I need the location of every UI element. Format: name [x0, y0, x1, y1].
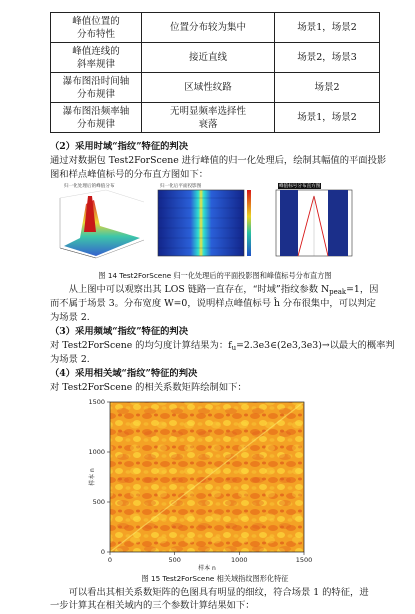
table-row [51, 43, 380, 73]
y-tick-label: 500 [92, 498, 105, 506]
panel-title: 归一化处理后的峰值分布 [64, 184, 115, 189]
body-text: 对 Test2ForScene 的相关系数矩阵绘制如下： [50, 382, 247, 393]
heatmap-area [110, 402, 304, 552]
figure-14-panels [50, 186, 380, 270]
y-tick-label: 0 [100, 548, 105, 556]
body-text: 而不属于场景 3。分布宽度 W=0，说明样点峰值标号 ĥ 分布很集中，可以判定 [50, 298, 376, 309]
table-cell-feature: 峰值位置的 分布特性 [51, 13, 142, 43]
table-cell-scene: 场景1，场景2 [275, 13, 380, 43]
projection-heatmap [158, 190, 251, 256]
table-row [51, 103, 380, 133]
body-text: 一步计算其在相关域内的三个参数计算结果如下： [50, 600, 255, 611]
table-cell-rule: 区域性纹路 [142, 73, 275, 103]
table-cell-scene: 场景1，场景2 [275, 103, 380, 133]
table-row [51, 73, 380, 103]
table-cell-rule: 无明显频率选择性 衰落 [142, 103, 275, 133]
body-text: 通过对数据包 Test2ForScene 进行峰值的归一化处理后，绘制其幅值的平面投影 [50, 155, 387, 166]
table-cell-scene: 场景2 [275, 73, 380, 103]
body-text: 对 Test2ForScene 的均匀度计算结果为：$f_u=2.3e3\in(2e3,3e3)\to$以最大的概率判 [50, 340, 395, 352]
x-axis-label: 样本 n [198, 565, 216, 572]
table-cell-feature: 瀑布图沿时间轴 分布规律 [51, 73, 142, 103]
x-tick-label: 0 [107, 556, 113, 564]
waterfall-3d-plot [52, 190, 144, 258]
body-text: 为场景 2. [50, 312, 90, 323]
figure-15-caption: 图 15 Test2ForScene 相关域指纹图形化特征 [141, 574, 289, 583]
section-heading: （2）采用时域“指纹”特征的判决 [50, 141, 189, 152]
x-tick-label: 1500 [295, 556, 313, 564]
x-tick-label: 1000 [231, 556, 248, 564]
peak-index-histogram [276, 190, 352, 256]
table-row [51, 13, 380, 43]
y-tick-label: 1500 [88, 398, 105, 406]
body-text: 为场景 2. [50, 354, 90, 365]
y-axis-label: 样本 n [89, 468, 96, 486]
section-heading: （4）采用相关域“指纹”特征的判决 [50, 368, 198, 379]
table-cell-feature: 瀑布图沿频率轴 分布规律 [51, 103, 142, 133]
body-text: 可以看出其相关系数矩阵的色图具有明显的细纹，符合场景 1 的特征，进 [68, 587, 369, 598]
body-text: 图和样点峰值标号的分布直方图如下： [50, 169, 209, 180]
figure-14-caption: 图 14 Test2ForScene 归一化处理后的平面投影图和峰值标号分布直方图 [98, 271, 332, 280]
y-tick-label: 1000 [88, 448, 105, 456]
correlation-heatmap [88, 396, 338, 572]
panel-title: 峰值标号分布直方图 [279, 184, 321, 189]
section-heading: （3）采用频域“指纹”特征的判决 [50, 326, 189, 337]
scene-feature-table [50, 12, 380, 133]
table-cell-rule: 位置分布较为集中 [142, 13, 275, 43]
table-cell-rule: 接近直线 [142, 43, 275, 73]
table-cell-scene: 场景2，场景3 [275, 43, 380, 73]
table-cell-feature: 峰值连线的 斜率规律 [51, 43, 142, 73]
body-text: 从上图中可以观察出其 LOS 链路一直存在，“时域”指纹参数 $N_{peak}=1$，因 [68, 284, 379, 296]
x-tick-label: 500 [168, 556, 181, 564]
panel-title: 归一化后平面投影图 [160, 184, 202, 189]
